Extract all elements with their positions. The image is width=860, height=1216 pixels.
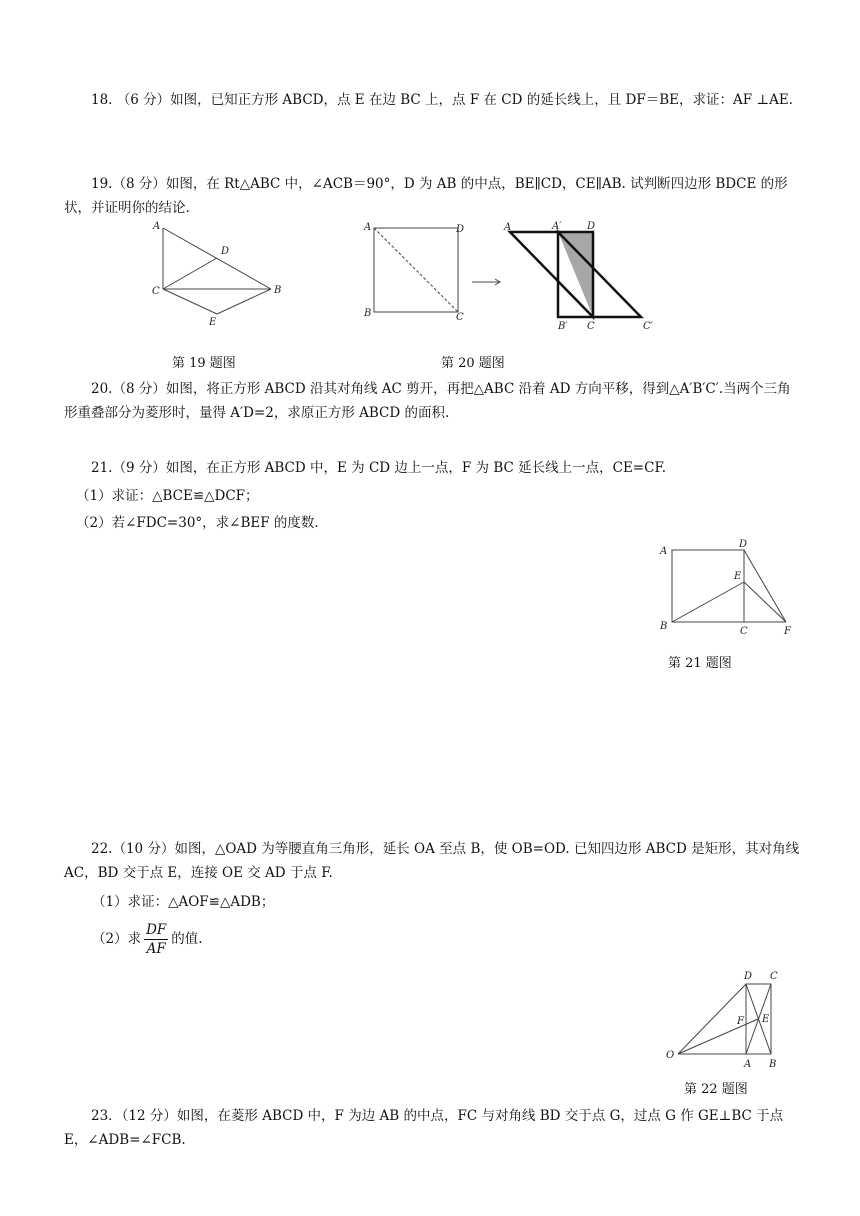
- fig21-label-a: A: [660, 546, 668, 557]
- question-21-part1: （1）求证：△BCE≌△DCF；: [76, 488, 259, 504]
- fig19-label-c: C: [152, 286, 160, 297]
- fig20-label-c2: C: [587, 321, 595, 332]
- fraction-numerator: DF: [146, 922, 167, 938]
- fig21-label-f: F: [784, 626, 791, 637]
- fig22-label-f: F: [737, 1016, 744, 1027]
- part2-prefix: （2）求: [92, 931, 142, 947]
- fraction-df-af: [144, 921, 168, 958]
- fig22-label-d: D: [744, 971, 753, 982]
- fig19-label-b: B: [274, 285, 282, 296]
- fraction-denominator: AF: [146, 941, 166, 957]
- fig21-label-d: D: [739, 539, 748, 550]
- figure-20-caption: 第 20 题图: [441, 356, 505, 371]
- figure-19: [150, 220, 290, 330]
- fig22-label-e: E: [762, 1014, 770, 1025]
- question-22-part1: （1）求证：△AOF≌△ADB；: [92, 894, 275, 910]
- question-23: 23．（12 分）如图，在菱形 ABCD 中，F 为边 AB 的中点，FC 与对角线 BD 交于点 G，过点 G 作 GE⊥BC 于点 E，∠ADB=∠FCB.: [64, 1108, 784, 1148]
- fig21-label-e: E: [734, 571, 742, 582]
- question-18: 18. （6 分）如图，已知正方形 ABCD，点 E 在边 BC 上，点 F 在 CD 的延长线上，且 DF＝BE，求证：AF ⊥AE.: [91, 92, 793, 108]
- fig20-label-a: A: [364, 222, 372, 233]
- fig22-label-c: C: [770, 971, 778, 982]
- question-22-part2: [92, 918, 828, 960]
- question-21-part2: （2）若∠FDC=30°，求∠BEF 的度数.: [76, 515, 319, 531]
- figure-21-caption: 第 21 题图: [668, 656, 732, 671]
- fig19-label-e: E: [209, 317, 217, 328]
- fig20-label-d: D: [456, 224, 465, 235]
- fig22-label-o: O: [666, 1050, 675, 1061]
- figure-20: [360, 218, 680, 338]
- fig19-label-d: D: [221, 246, 230, 257]
- figure-21: [656, 538, 806, 638]
- question-22: 22.（10 分）如图，△OAD 为等腰直角三角形，延长 OA 至点 B，使 OB=OD. 已知四边形 ABCD 是矩形，其对角线 AC，BD 交于点 E，连接 OE 交 AD 于点 F.: [64, 841, 800, 881]
- arrow-icon: [472, 279, 500, 285]
- fig20-label-d2: D: [587, 221, 596, 232]
- fig20-label-c: C: [456, 312, 464, 323]
- fig22-label-b: B: [769, 1059, 777, 1070]
- fig20-label-b-prime: B′: [558, 321, 568, 332]
- figure-19-caption: 第 19 题图: [172, 356, 236, 371]
- fig21-label-c: C: [740, 626, 748, 637]
- fig20-label-a-prime: A′: [552, 221, 562, 232]
- fig21-label-b: B: [660, 621, 668, 632]
- question-19: 19.（8 分）如图，在 Rt△ABC 中，∠ACB＝90°，D 为 AB 的中点，BE∥CD，CE∥AB. 试判断四边形 BDCE 的形状，并证明你的结论.: [64, 176, 788, 216]
- fig19-label-a: A: [153, 221, 161, 232]
- fig20-label-c-prime: C′: [643, 321, 653, 332]
- question-20: 20.（8 分）如图，将正方形 ABCD 沿其对角线 AC 剪开，再把△ABC 沿着 AD 方向平移，得到△A′B′C′.当两个三角形重叠部分为菱形时，量得 A′D=2，求原正方形 ABCD 的面积.: [64, 381, 791, 421]
- part2-suffix: 的值.: [171, 931, 203, 947]
- question-21: 21.（9 分）如图，在正方形 ABCD 中，E 为 CD 边上一点，F 为 BC 延长线上一点，CE=CF.: [91, 460, 667, 476]
- fig20-label-b: B: [364, 308, 372, 319]
- figure-22-caption: 第 22 题图: [684, 1082, 748, 1097]
- fig22-label-a: A: [744, 1059, 752, 1070]
- figure-22: [660, 968, 810, 1078]
- fig20-label-a2: A: [504, 222, 512, 233]
